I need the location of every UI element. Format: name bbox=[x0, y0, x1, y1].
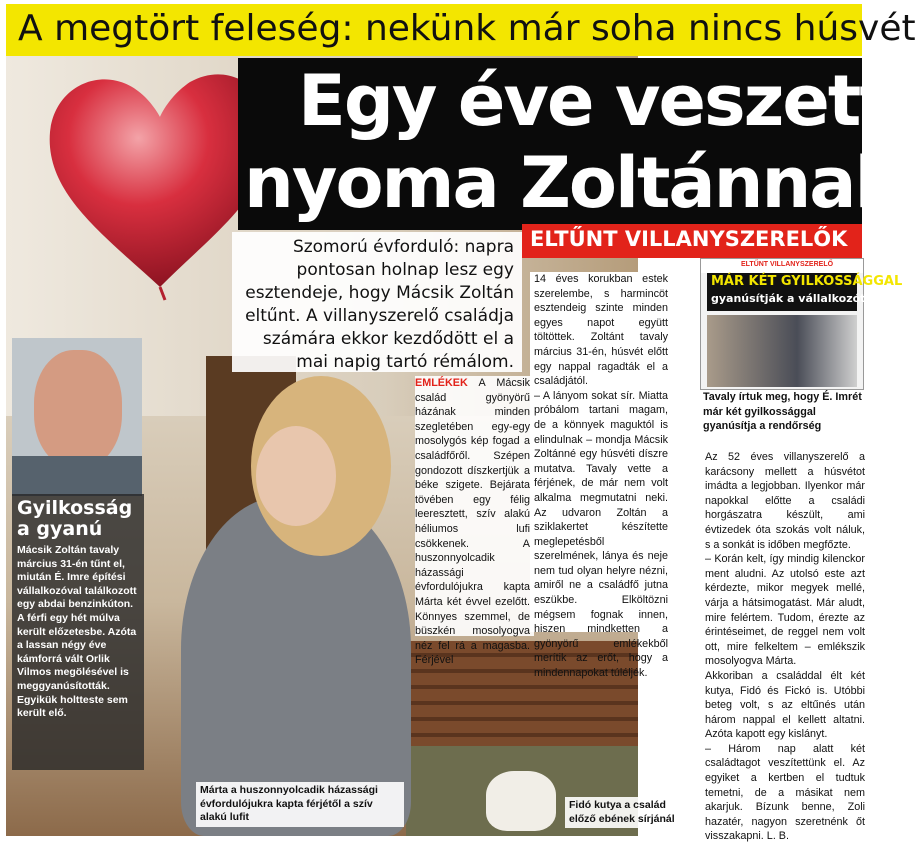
lead-box bbox=[232, 232, 522, 372]
sidebar-text: Mácsik Zoltán tavaly március 31-én tűnt el, miután É. Imre építési vállalkozóval találkozott egy abdai benzinkúton. A férfi egy hét múlva került előzetesbe. Azóta a lassan négy éve kámforrá vált Orlik Vilmos megölésével is meggyanúsították. Egyikük holtteste sem került elő. bbox=[17, 544, 137, 720]
body-column-1-text: A Mácsik család gyönyörű házának minden szegletében egy-egy mosolygós kép fogad a családfőről. Szépen gondozott díszkertjük a béke szigete. Bejárata tövében egy félig leeresztett, szív alakú héliumos lufi csökkenek. A huszonnyolcadik házassági évfordulójukra kapta Márta két évvel ezelőtt. Könnyes szemmel, de büszkén mosolyogva néz fel rá a magasba. Férjével bbox=[415, 377, 530, 667]
body-column-1 bbox=[415, 376, 534, 667]
portrait-shirt bbox=[12, 456, 142, 496]
lead-text: Szomorú évforduló: napra pontosan holnap lesz egy esztendeje, hogy Mácsik Zoltán eltűnt. A villanyszerelő családja számára ekkor kezdődött el a mai napig tartó rémálom. bbox=[245, 237, 514, 372]
headline-line-2: nyoma Zoltánnak bbox=[244, 142, 900, 224]
inset-title-box bbox=[707, 273, 903, 311]
body-kicker: EMLÉKEK bbox=[415, 377, 468, 389]
inset-clipping bbox=[700, 258, 903, 390]
headline-box bbox=[238, 58, 900, 230]
body-column-2-text: 14 éves korukban estek szerelembe, s harmincöt esztendeig szinte minden egyes napot együtt töltöttek. Zoltánt tavaly március 31-én, húsvét előtt egy nappal ragadták el a családjától. – A lányom sokat sír. Miatta próbálom tartani magam, de a könnyek maguktól is elindulnak – mondja Mácsik Zoltánné egy húsvéti díszre mutatva. Tavaly vette a férjének, de már nem volt alkalma megmutatni neki. Az udvaron Zoltán a sziklakertet készítette meglepetésből szerelmének, lánya és neje nem tud olyan helyre nézni, amiről ne a családfő jutna eszükbe. Elköltözni mégsem fognak innen, hiszen mindketten a gyönyörű emlékekből merítik az erőt, hogy a mindennapokat túléljék. bbox=[534, 273, 668, 680]
sidebar-title: Gyilkosság a gyanú bbox=[17, 497, 133, 540]
sidebar-box bbox=[12, 494, 144, 770]
photo-dog bbox=[486, 771, 556, 831]
inset-bar-text: ELTŰNT VILLANYSZERELŐ bbox=[741, 261, 834, 268]
strap-text: A megtört feleség: nekünk már soha nincs húsvét bbox=[18, 8, 916, 49]
photo-caption-1: Márta a huszonnyolcadik házassági évfordulójukra kapta férjétől a szív alakú lufit bbox=[196, 782, 404, 827]
photo-face bbox=[256, 426, 336, 526]
section-label bbox=[522, 224, 862, 258]
inset-photo bbox=[707, 315, 857, 387]
strap-headline bbox=[6, 4, 916, 56]
portrait-photo bbox=[12, 338, 142, 493]
inset-caption: Tavaly írtuk meg, hogy É. Imrét már két gyilkossággal gyanúsítja a rendőrség bbox=[703, 391, 862, 432]
headline-line-1: Egy éve veszett bbox=[298, 60, 891, 142]
body-column-2 bbox=[530, 272, 672, 680]
inset-bar bbox=[701, 259, 863, 273]
portrait-head bbox=[34, 350, 122, 468]
inset-subtitle: gyanúsítják a vállalkozót bbox=[711, 292, 866, 305]
photo-caption-2: Fidó kutya a család előző ebének sírjánál bbox=[565, 797, 693, 828]
body-column-3-text: Az 52 éves villanyszerelő a karácsony mellett a húsvétot imádta a legjobban. Ilyenkor már napokkal előtte a családi horgászatra készült, ami évtizedek óta szokás volt náluk, s a sonkát is időben megfőzte. – Korán kelt, így mindig kilenckor ment aludni. Az utolsó este azt kérdezte, mikor megyek mellé, várja a hátsimogatást. Már aludt, mire felértem. Tudom, érezte az érintéseimet, de reggel nem volt ott, mire felkeltem – emlékszik mosolyogva Márta. Akkoriban a családdal élt két kutya, Fidó és Fickó is. Utóbbi beteg volt, s az eltűnés után három nappal el kellett altatni. Azóta kapott egy kislányt. – Három nap alatt két családtagot veszítettünk el. Az egyiket a kertben el tudtuk temetni, de a másikat nem akarjuk. Bízunk benne, Zoli hazatér, nagyon szeretnénk őt visszakapni. L. B. bbox=[705, 451, 865, 843]
section-label-text: ELTŰNT VILLANYSZERELŐK bbox=[530, 227, 848, 251]
body-column-3 bbox=[705, 450, 865, 843]
inset-title: MÁR KÉT GYILKOSSÁGGAL bbox=[711, 274, 903, 289]
